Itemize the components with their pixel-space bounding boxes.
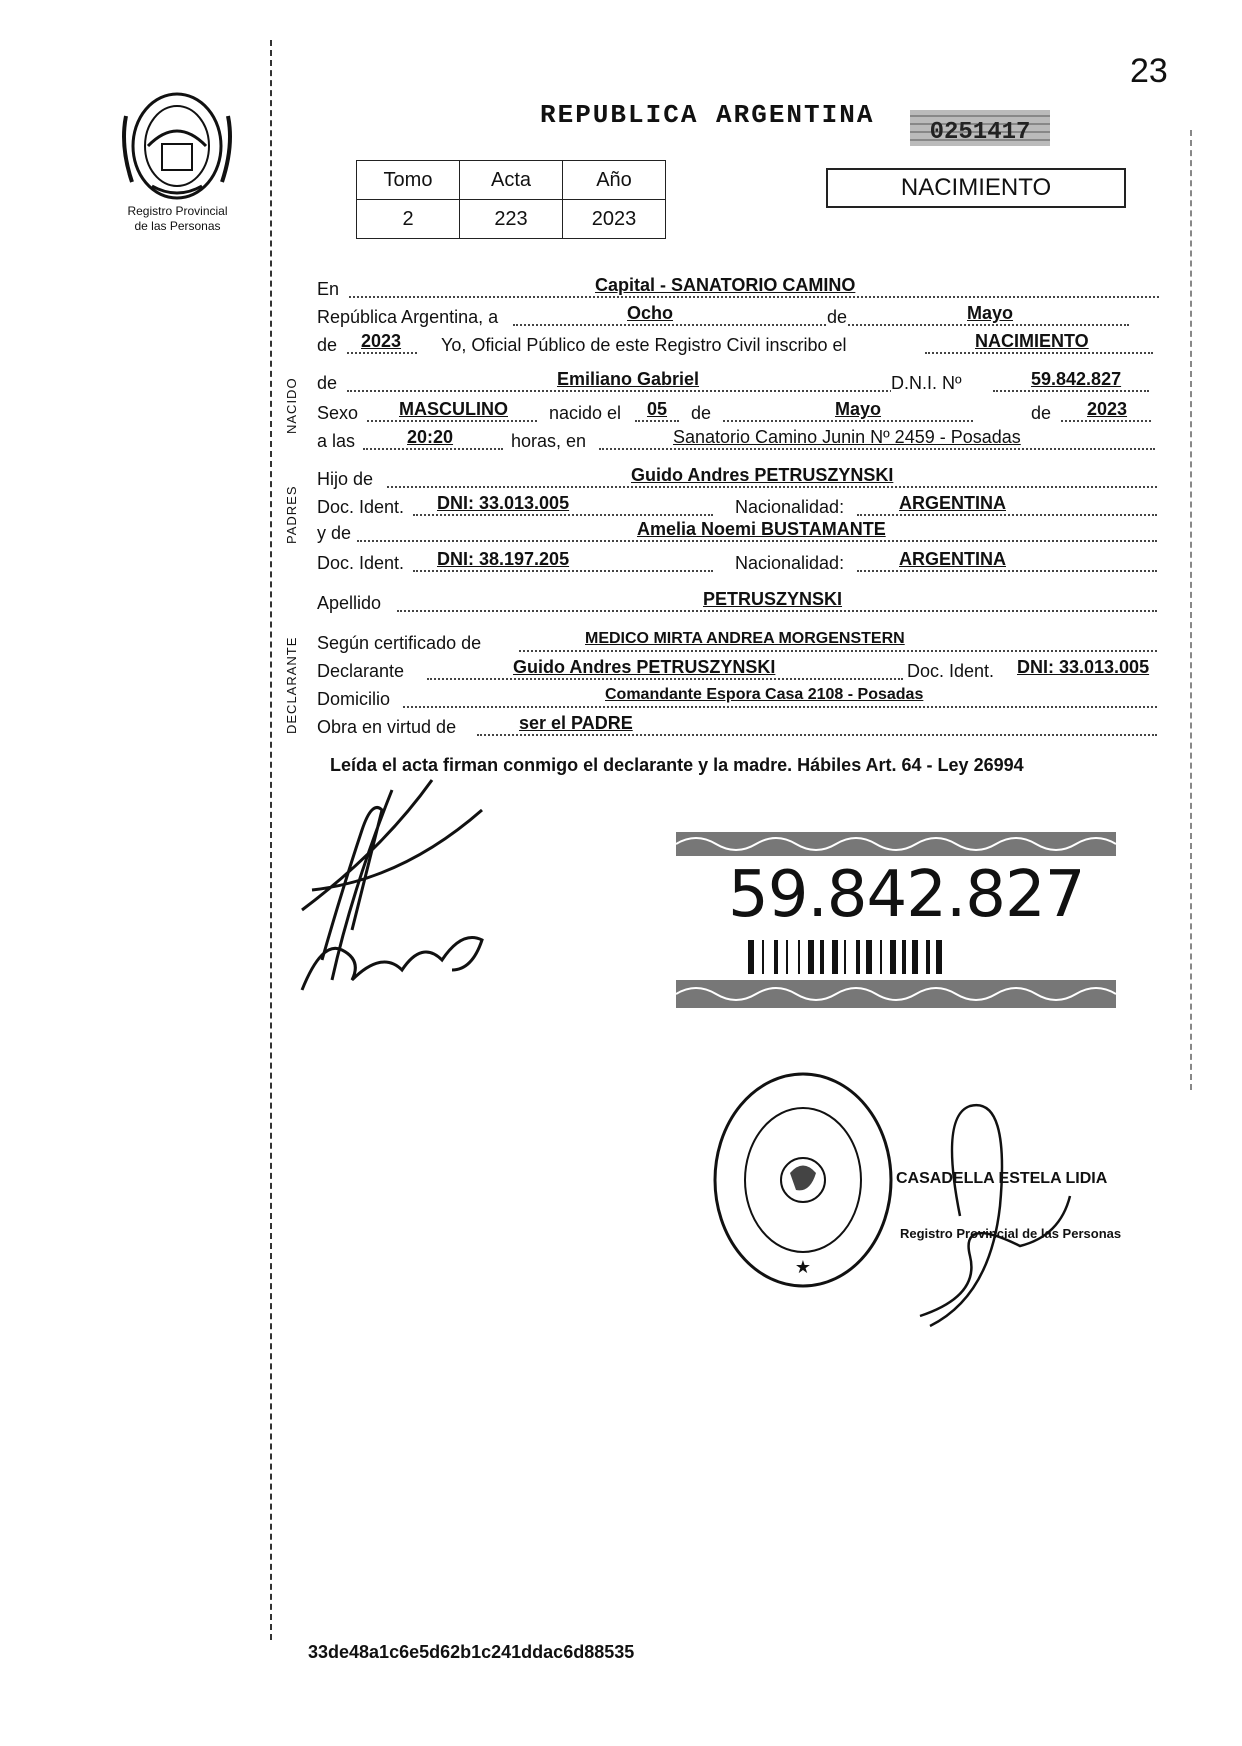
value-padre-nac: ARGENTINA	[899, 493, 1006, 513]
table-header-acta: Acta	[460, 161, 563, 200]
value-certificado: MEDICO MIRTA ANDREA MORGENSTERN	[585, 630, 905, 647]
value-lugar: Sanatorio Camino Junin Nº 2459 - Posadas	[673, 427, 1021, 447]
barcode-bar	[844, 940, 846, 974]
value-madre: Amelia Noemi BUSTAMANTE	[637, 519, 886, 539]
label-de-mes: de	[691, 403, 712, 423]
value-mes: Mayo	[967, 303, 1014, 323]
value-nac-dia: 05	[647, 399, 668, 419]
label-yo-oficial: Yo, Oficial Público de este Registro Civil inscribo el	[441, 335, 847, 355]
value-domicilio: Comandante Espora Casa 2108 - Posadas	[605, 686, 924, 703]
label-de-anio: de	[317, 335, 338, 355]
table-cell-acta: 223	[460, 200, 563, 239]
row-en	[317, 276, 1167, 302]
barcode-bar	[820, 940, 824, 974]
row-hora-lugar	[317, 428, 1167, 454]
value-nac-mes: Mayo	[835, 399, 882, 419]
value-declarante-doc: DNI: 33.013.005	[1017, 657, 1150, 677]
barcode-bar	[880, 940, 882, 974]
row-fecha	[317, 304, 1167, 330]
label-obra: Obra en virtud de	[317, 717, 457, 737]
value-declarante: Guido Andres PETRUSZYNSKI	[513, 657, 776, 677]
value-apellido: PETRUSZYNSKI	[703, 589, 843, 609]
label-domicilio: Domicilio	[317, 689, 391, 709]
value-sexo: MASCULINO	[399, 399, 508, 419]
label-nacionalidad: Nacionalidad:	[735, 497, 845, 517]
label-nacido-el: nacido el	[549, 403, 622, 423]
barcode-bar	[786, 940, 788, 974]
logo-caption: Registro Provincial de las Personas	[127, 204, 228, 233]
barcode-bar	[936, 940, 942, 974]
legal-note: Leída el acta firman conmigo el declarante y la madre. Hábiles Art. 64 - Ley 26994	[330, 755, 1024, 775]
value-nac-anio: 2023	[1087, 399, 1128, 419]
row-domicilio	[317, 686, 1167, 712]
label-republica: República Argentina, a	[317, 307, 499, 327]
document-hash: 33de48a1c6e5d62b1c241ddac6d88535	[308, 1642, 635, 1662]
registrar-signature	[900, 1096, 1100, 1336]
barcode-bar	[774, 940, 778, 974]
value-padre-doc: DNI: 33.013.005	[437, 493, 570, 513]
label-de-nombre: de	[317, 373, 338, 393]
label-horas-en: horas, en	[511, 431, 587, 451]
label-declarante-doc: Doc. Ident.	[907, 658, 994, 684]
value-madre-doc: DNI: 38.197.205	[437, 549, 570, 569]
value-en: Capital - SANATORIO CAMINO	[595, 275, 856, 295]
side-label-padres: PADRES	[284, 485, 299, 544]
label-de: de	[827, 304, 847, 330]
dotted-line	[513, 304, 1129, 326]
svg-text:0251417: 0251417	[929, 119, 1031, 146]
acta-reference-table	[356, 160, 666, 239]
label-doc-ident-madre: Doc. Ident.	[317, 553, 405, 573]
row-sexo	[317, 400, 1167, 426]
barcode-bar	[902, 940, 906, 974]
value-dia: Ocho	[627, 303, 674, 323]
barcode-bar	[808, 940, 814, 974]
label-certificado: Según certificado de	[317, 633, 482, 653]
svg-text:★: ★	[794, 1257, 812, 1277]
label-hijo-de: Hijo de	[317, 469, 374, 489]
table-header-tomo: Tomo	[357, 161, 460, 200]
value-hora: 20:20	[407, 427, 454, 447]
barcode-bar	[866, 940, 872, 974]
handwritten-signature	[282, 770, 502, 1000]
value-dni: 59.842.827	[1031, 369, 1122, 389]
value-nombre: Emiliano Gabriel	[557, 369, 700, 389]
value-anio: 2023	[361, 331, 402, 351]
value-obra: ser el PADRE	[519, 713, 633, 733]
row-apellido	[317, 590, 1167, 616]
barcode-bar	[856, 940, 860, 974]
label-en: En	[317, 279, 340, 299]
registrar-name: CASADELLA ESTELA LIDIA	[896, 1170, 1108, 1187]
left-margin-rule	[270, 40, 272, 1640]
barcode-bar	[890, 940, 896, 974]
barcode-bar	[926, 940, 930, 974]
side-label-nacido: NACIDO	[284, 377, 299, 434]
page-number: 23	[1130, 52, 1168, 90]
row-declarante	[317, 658, 1167, 684]
label-sexo: Sexo	[317, 403, 359, 423]
table-header-anio: Año	[563, 161, 666, 200]
value-inscribo: NACIMIENTO	[975, 331, 1089, 351]
value-madre-nac: ARGENTINA	[899, 549, 1006, 569]
row-inscribo	[317, 332, 1167, 358]
barcode-bar	[762, 940, 764, 974]
label-de-anio2: de	[1031, 400, 1051, 426]
barcode-number: 59.842.827	[728, 858, 1085, 932]
label-declarante: Declarante	[317, 661, 405, 681]
province-coat-of-arms-logo	[118, 86, 236, 206]
serial-stamp	[910, 108, 1050, 148]
value-padre: Guido Andres PETRUSZYNSKI	[631, 465, 894, 485]
label-apellido: Apellido	[317, 593, 382, 613]
row-certificado	[317, 630, 1167, 656]
label-dni: D.N.I. Nº	[891, 370, 962, 396]
row-madre	[317, 520, 1167, 546]
right-margin-rule	[1190, 130, 1192, 1090]
label-y-de: y de	[317, 523, 352, 543]
side-label-declarante: DECLARANTE	[284, 636, 299, 734]
label-doc-ident: Doc. Ident.	[317, 497, 405, 517]
document-title: REPUBLICA ARGENTINA	[540, 100, 875, 130]
label-nacionalidad-madre: Nacionalidad:	[735, 553, 845, 573]
row-obra	[317, 714, 1167, 740]
record-type-box: NACIMIENTO	[826, 168, 1126, 208]
table-cell-tomo: 2	[357, 200, 460, 239]
label-a-las: a las	[317, 431, 356, 451]
barcode-bar	[912, 940, 918, 974]
barcode-bar	[798, 940, 800, 974]
table-cell-anio: 2023	[563, 200, 666, 239]
barcode-bar	[748, 940, 754, 974]
row-nombre	[317, 370, 1167, 396]
barcode-bar	[832, 940, 838, 974]
registrar-office: Registro Provincial de las Personas	[900, 1226, 1122, 1241]
row-madre-doc	[317, 550, 1167, 576]
row-padre	[317, 466, 1167, 492]
official-seal	[710, 1068, 896, 1292]
